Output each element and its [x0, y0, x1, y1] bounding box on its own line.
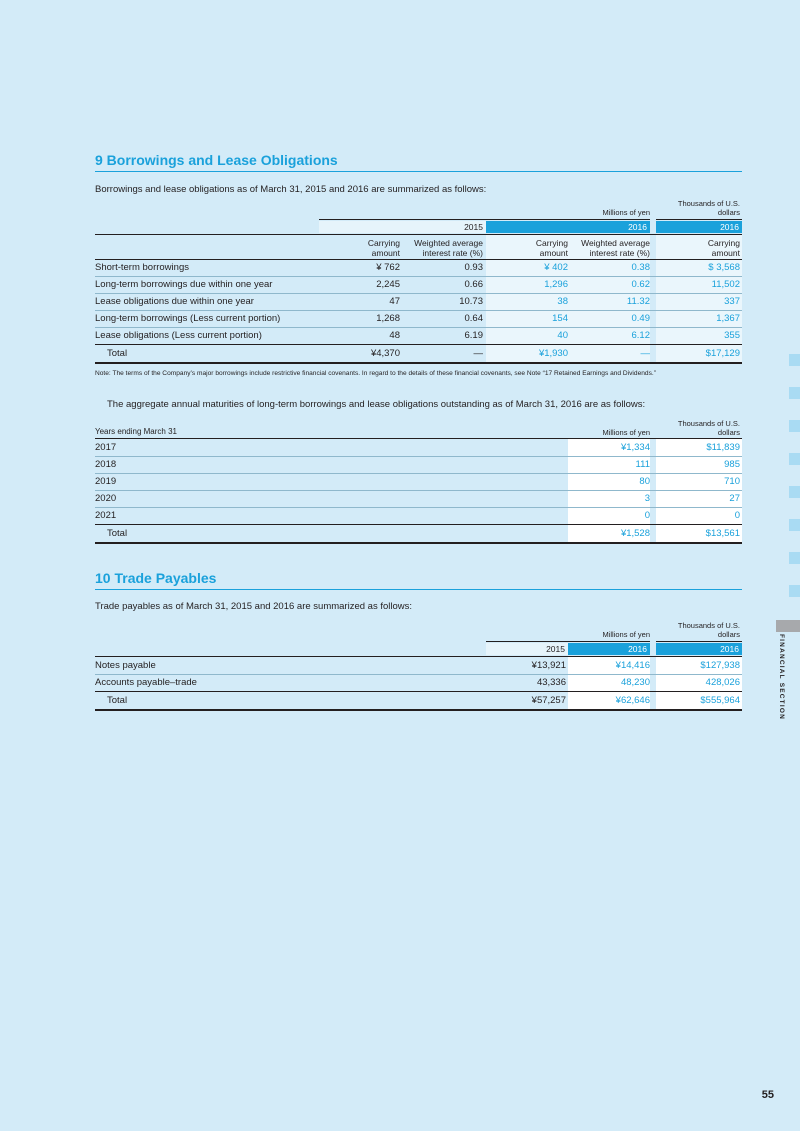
- t1-row-label: Long-term borrowings (Less current portion): [95, 313, 281, 324]
- col-header-4: Weighted average interest rate (%): [581, 238, 650, 258]
- section-10-title: 10 Trade Payables: [95, 570, 742, 590]
- rule: [95, 490, 742, 491]
- t1-cell: 337: [724, 296, 740, 307]
- mat-row-label: 2018: [95, 459, 117, 470]
- t3-cell: ¥13,921: [531, 660, 566, 671]
- rule: [95, 362, 742, 364]
- mat-cell: $11,839: [706, 442, 740, 453]
- t1-cell: 11,502: [711, 279, 740, 290]
- mat-cell: ¥1,528: [620, 528, 650, 539]
- side-tab[interactable]: [789, 354, 800, 366]
- t1-total-label: Total: [107, 348, 128, 359]
- section-9-intro: Borrowings and lease obligations as of March 31, 2015 and 2016 are summarized as follows:: [95, 184, 487, 195]
- rule: [486, 641, 650, 642]
- t3-cell: $127,938: [700, 660, 740, 671]
- rule: [95, 473, 742, 474]
- rule: [95, 327, 742, 328]
- years-col-label: Years ending March 31: [95, 427, 177, 436]
- t3-cell: 43,336: [536, 677, 566, 688]
- mat-cell: 3: [644, 493, 650, 504]
- t1-cell: 10.73: [459, 296, 483, 307]
- side-tab-active[interactable]: [776, 620, 800, 632]
- t3-cell: ¥57,257: [531, 695, 566, 706]
- t1-cell: 11.32: [626, 296, 650, 307]
- col-header-3: Carrying amount: [535, 238, 568, 258]
- t1-row-label: Short-term borrowings: [95, 262, 189, 273]
- rule: [95, 344, 742, 345]
- year-2016-usd-band: 2016: [656, 643, 742, 655]
- t1-cell: ¥ 402: [544, 262, 568, 273]
- rule: [95, 674, 742, 675]
- unit-usd: Thousands of U.S. dollars: [677, 419, 740, 437]
- t1-cell: 0.62: [631, 279, 650, 290]
- year-2015-band: 2015: [486, 643, 568, 655]
- rule: [95, 456, 742, 457]
- t3-row-label: Accounts payable–trade: [95, 677, 197, 688]
- t1-cell: 6.19: [464, 330, 483, 341]
- section-10-intro: Trade payables as of March 31, 2015 and 2016 are summarized as follows:: [95, 601, 413, 612]
- t3-row-label: Notes payable: [95, 660, 156, 671]
- t1-cell: 48: [389, 330, 400, 341]
- t3-cell: 48,230: [620, 677, 650, 688]
- mat-cell: 27: [729, 493, 740, 504]
- side-tab[interactable]: [789, 519, 800, 531]
- unit-usd: Thousands of U.S. dollars: [677, 621, 740, 639]
- section-9-note: Note: The terms of the Company’s major borrowings include restrictive financial covenants. In regard to the details of these financial covenants, see Note “17 Retained Earnings and Dividends.”: [95, 370, 656, 377]
- unit-yen: Millions of yen: [602, 208, 650, 217]
- side-tab[interactable]: [789, 453, 800, 465]
- t1-cell: 1,296: [544, 279, 568, 290]
- side-section-label: FINANCIAL SECTION: [778, 634, 785, 721]
- rule: [95, 542, 742, 544]
- t1-cell: 355: [724, 330, 740, 341]
- side-tab[interactable]: [789, 585, 800, 597]
- mat-cell: 80: [639, 476, 650, 487]
- t1-cell: 0.49: [631, 313, 650, 324]
- t1-cell: 154: [552, 313, 568, 324]
- t1-row-label: Lease obligations due within one year: [95, 296, 254, 307]
- page-number: 55: [761, 1089, 774, 1101]
- t1-cell: 0.93: [464, 262, 483, 273]
- col-header-5: Carrying amount: [707, 238, 740, 258]
- year-2015-band: 2015: [319, 221, 486, 233]
- t1-cell: $ 3,568: [708, 262, 740, 273]
- t1-cell: 2,245: [376, 279, 400, 290]
- t1-cell: 47: [389, 296, 400, 307]
- t1-cell: ¥1,930: [538, 348, 568, 359]
- side-tab[interactable]: [789, 420, 800, 432]
- t1-cell: $17,129: [705, 348, 740, 359]
- t1-cell: —: [640, 348, 650, 359]
- t1-cell: 0.64: [464, 313, 483, 324]
- mat-cell: 0: [734, 510, 740, 521]
- mat-total-label: Total: [107, 528, 128, 539]
- side-tab[interactable]: [789, 387, 800, 399]
- mat-row-label: 2017: [95, 442, 117, 453]
- rule: [656, 641, 742, 642]
- t1-row-label: Long-term borrowings due within one year: [95, 279, 273, 290]
- t1-cell: —: [473, 348, 483, 359]
- mat-cell: 985: [724, 459, 740, 470]
- mat-cell: 710: [724, 476, 740, 487]
- unit-usd: Thousands of U.S. dollars: [677, 199, 740, 217]
- t1-cell: 1,268: [376, 313, 400, 324]
- mat-cell: $13,561: [705, 528, 740, 539]
- side-tab[interactable]: [789, 486, 800, 498]
- rule: [319, 219, 650, 220]
- col-header-2: Weighted average interest rate (%): [414, 238, 483, 258]
- unit-yen: Millions of yen: [602, 428, 650, 437]
- rule: [95, 709, 742, 711]
- side-tab[interactable]: [789, 552, 800, 564]
- year-2016-usd-band: 2016: [656, 221, 742, 233]
- col-header-1: Carrying amount: [367, 238, 400, 258]
- t1-cell: ¥ 762: [376, 262, 400, 273]
- t1-cell: ¥4,370: [370, 348, 400, 359]
- rule: [95, 276, 742, 277]
- t3-cell: ¥14,416: [615, 660, 650, 671]
- mat-cell: 0: [644, 510, 650, 521]
- t1-cell: 6.12: [631, 330, 650, 341]
- unit-yen: Millions of yen: [602, 630, 650, 639]
- rule: [95, 293, 742, 294]
- rule: [95, 524, 742, 525]
- mat-cell: 111: [635, 459, 650, 470]
- rule: [95, 691, 742, 692]
- t1-cell: 0.66: [464, 279, 483, 290]
- t3-cell: 428,026: [705, 677, 740, 688]
- mat-cell: ¥1,334: [620, 442, 650, 453]
- t3-total-label: Total: [107, 695, 128, 706]
- year-2016-band: 2016: [568, 643, 650, 655]
- t1-cell: 1,367: [716, 313, 740, 324]
- t1-cell: 0.38: [631, 262, 650, 273]
- rule: [95, 310, 742, 311]
- t1-cell: 38: [557, 296, 568, 307]
- mat-row-label: 2020: [95, 493, 117, 504]
- year-2016-band: 2016: [486, 221, 650, 233]
- mat-row-label: 2019: [95, 476, 117, 487]
- t3-cell: $555,964: [700, 695, 740, 706]
- t1-cell: 40: [557, 330, 568, 341]
- section-9-title: 9 Borrowings and Lease Obligations: [95, 152, 742, 172]
- t1-row-label: Lease obligations (Less current portion): [95, 330, 262, 341]
- rule: [95, 507, 742, 508]
- mat-row-label: 2021: [95, 510, 117, 521]
- t3-cell: ¥62,646: [615, 695, 650, 706]
- maturities-intro: The aggregate annual maturities of long-term borrowings and lease obligations outstanding as of March 31, 2016 are as follows:: [107, 399, 646, 410]
- rule: [656, 219, 742, 220]
- rule: [95, 259, 742, 260]
